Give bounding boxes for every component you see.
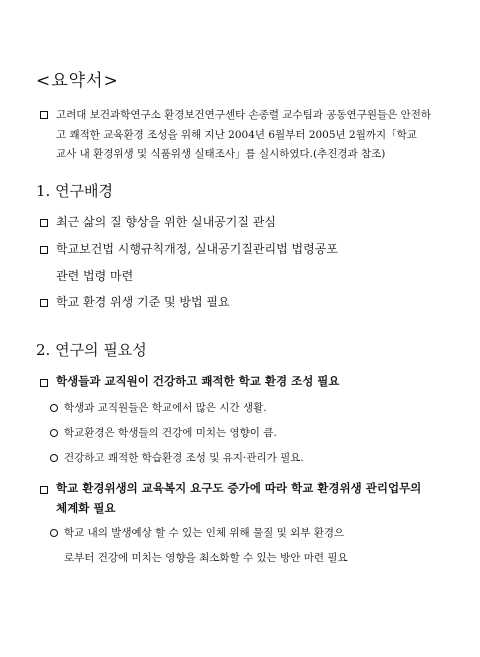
section-2-point-1-sub-3: 건강하고 쾌적한 학습환경 조성 및 유지·관리가 필요. (64, 452, 304, 464)
square-bullet-icon (40, 486, 48, 494)
section-1-item-2: 학교보건법 시행규칙개정, 실내공기질관리법 법령공포 (56, 242, 338, 256)
summary-line-2: 고 쾌적한 교육환경 조성을 위해 지난 2004년 6월부터 2005년 2월까지「학교 (56, 129, 417, 141)
section-2-point-2-line-1: 학교 환경위생의 교육복지 요구도 증가에 따라 학교 환경위생 관리업무의 (56, 481, 422, 495)
section-2-point-2-sub-1-continued: 로부터 건강에 미치는 영향을 최소화할 수 있는 방안 마련 필요 (64, 552, 348, 564)
section-1-item-2-continued: 관련 법령 마련 (56, 269, 134, 283)
circle-bullet-icon (50, 454, 58, 462)
section-1-item-3: 학교 환경 위생 기준 및 방법 필요 (56, 295, 230, 309)
square-bullet-icon (40, 246, 48, 254)
circle-bullet-icon (50, 404, 58, 412)
square-bullet-icon (40, 379, 48, 387)
circle-bullet-icon (50, 529, 58, 537)
circle-bullet-icon (50, 429, 58, 437)
section-2-point-2-line-2: 체계화 필요 (56, 501, 116, 515)
section-1-item-1: 최근 삶의 질 향상을 위한 실내공기질 관심 (56, 215, 276, 229)
section-1-heading: 1. 연구배경 (36, 182, 114, 200)
section-2-point-1-sub-1: 학생과 교직원들은 학교에서 많은 시간 생활. (64, 402, 267, 414)
document-title: <요약서> (36, 71, 119, 91)
square-bullet-icon (40, 299, 48, 307)
section-2-heading: 2. 연구의 필요성 (36, 341, 147, 359)
square-bullet-icon (40, 219, 48, 227)
section-2-point-1-sub-2: 학교환경은 학생들의 건강에 미치는 영향이 큼. (64, 427, 277, 439)
section-2-point-1: 학생들과 교직원이 건강하고 쾌적한 학교 환경 조성 필요 (56, 374, 340, 388)
summary-line-1: 고려대 보건과학연구소 환경보건연구센타 손종렬 교수팀과 공동연구원들은 안전하 (56, 109, 432, 121)
section-2-point-2-sub-1: 학교 내의 발생예상 할 수 있는 인체 위해 물질 및 외부 환경으 (64, 527, 345, 539)
square-bullet-icon (40, 111, 48, 119)
summary-line-3: 교사 내 환경위생 및 식품위생 실태조사」를 실시하였다.(추진경과 참조) (56, 148, 386, 160)
